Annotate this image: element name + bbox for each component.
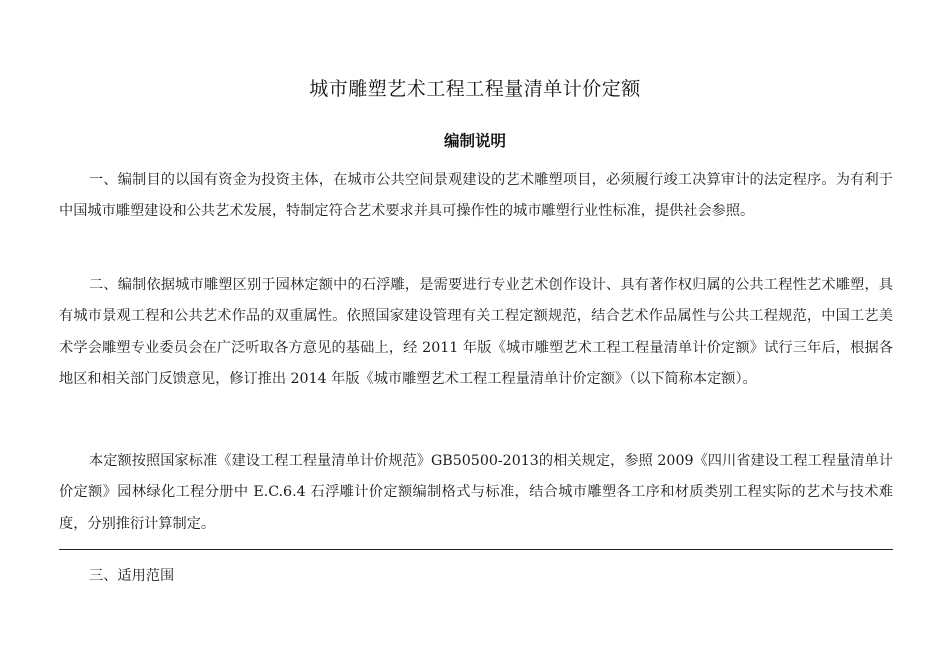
document-title: 城市雕塑艺术工程工程量清单计价定额 — [309, 78, 641, 100]
page-divider — [59, 549, 893, 550]
section-title: 编制说明 — [443, 132, 506, 150]
next-section-heading: 三、适用范围 — [89, 568, 175, 584]
paragraph-basis: 二、编制依据城市雕塑区别于园林定额中的石浮雕，是需要进行专业艺术创作设计、具有著作权归属的公共工程性艺术雕塑，具有城市景观工程和公共艺术作品的双重属性。依照国家建设管理有关工程定额规范，结合艺术作品属性与公共工程规范，中国工艺美术学会雕塑专业委员会在广泛听取各方意见的基础上，经 2011 年版《城市雕塑艺术工程工程量清单计价定额》试行三年后，根据各地区和相关部门反馈意见，修订推出 2014 年版《城市雕塑艺术工程工程量清单计价定额》（以下简称本定额）。 — [59, 277, 893, 387]
paragraph-purpose: 一、编制目的以国有资金为投资主体，在城市公共空间景观建设的艺术雕塑项目，必须履行竣工决算审计的法定程序。为有利于中国城市雕塑建设和公共艺术发展，特制定符合艺术要求并具可操作性的城市雕塑行业性标准，提供社会参照。 — [59, 172, 893, 220]
paragraph-standard: 本定额按照国家标准《建设工程工程量清单计价规范》GB50500-2013的相关规定，参照 2009《四川省建设工程工程量清单计价定额》园林绿化工程分册中 E.C.6.4 石浮雕计价定额编制格式与标准，结合城市雕塑各工序和材质类别工程实际的艺术与技术难度，分别推衍计算制定。 — [59, 453, 893, 532]
